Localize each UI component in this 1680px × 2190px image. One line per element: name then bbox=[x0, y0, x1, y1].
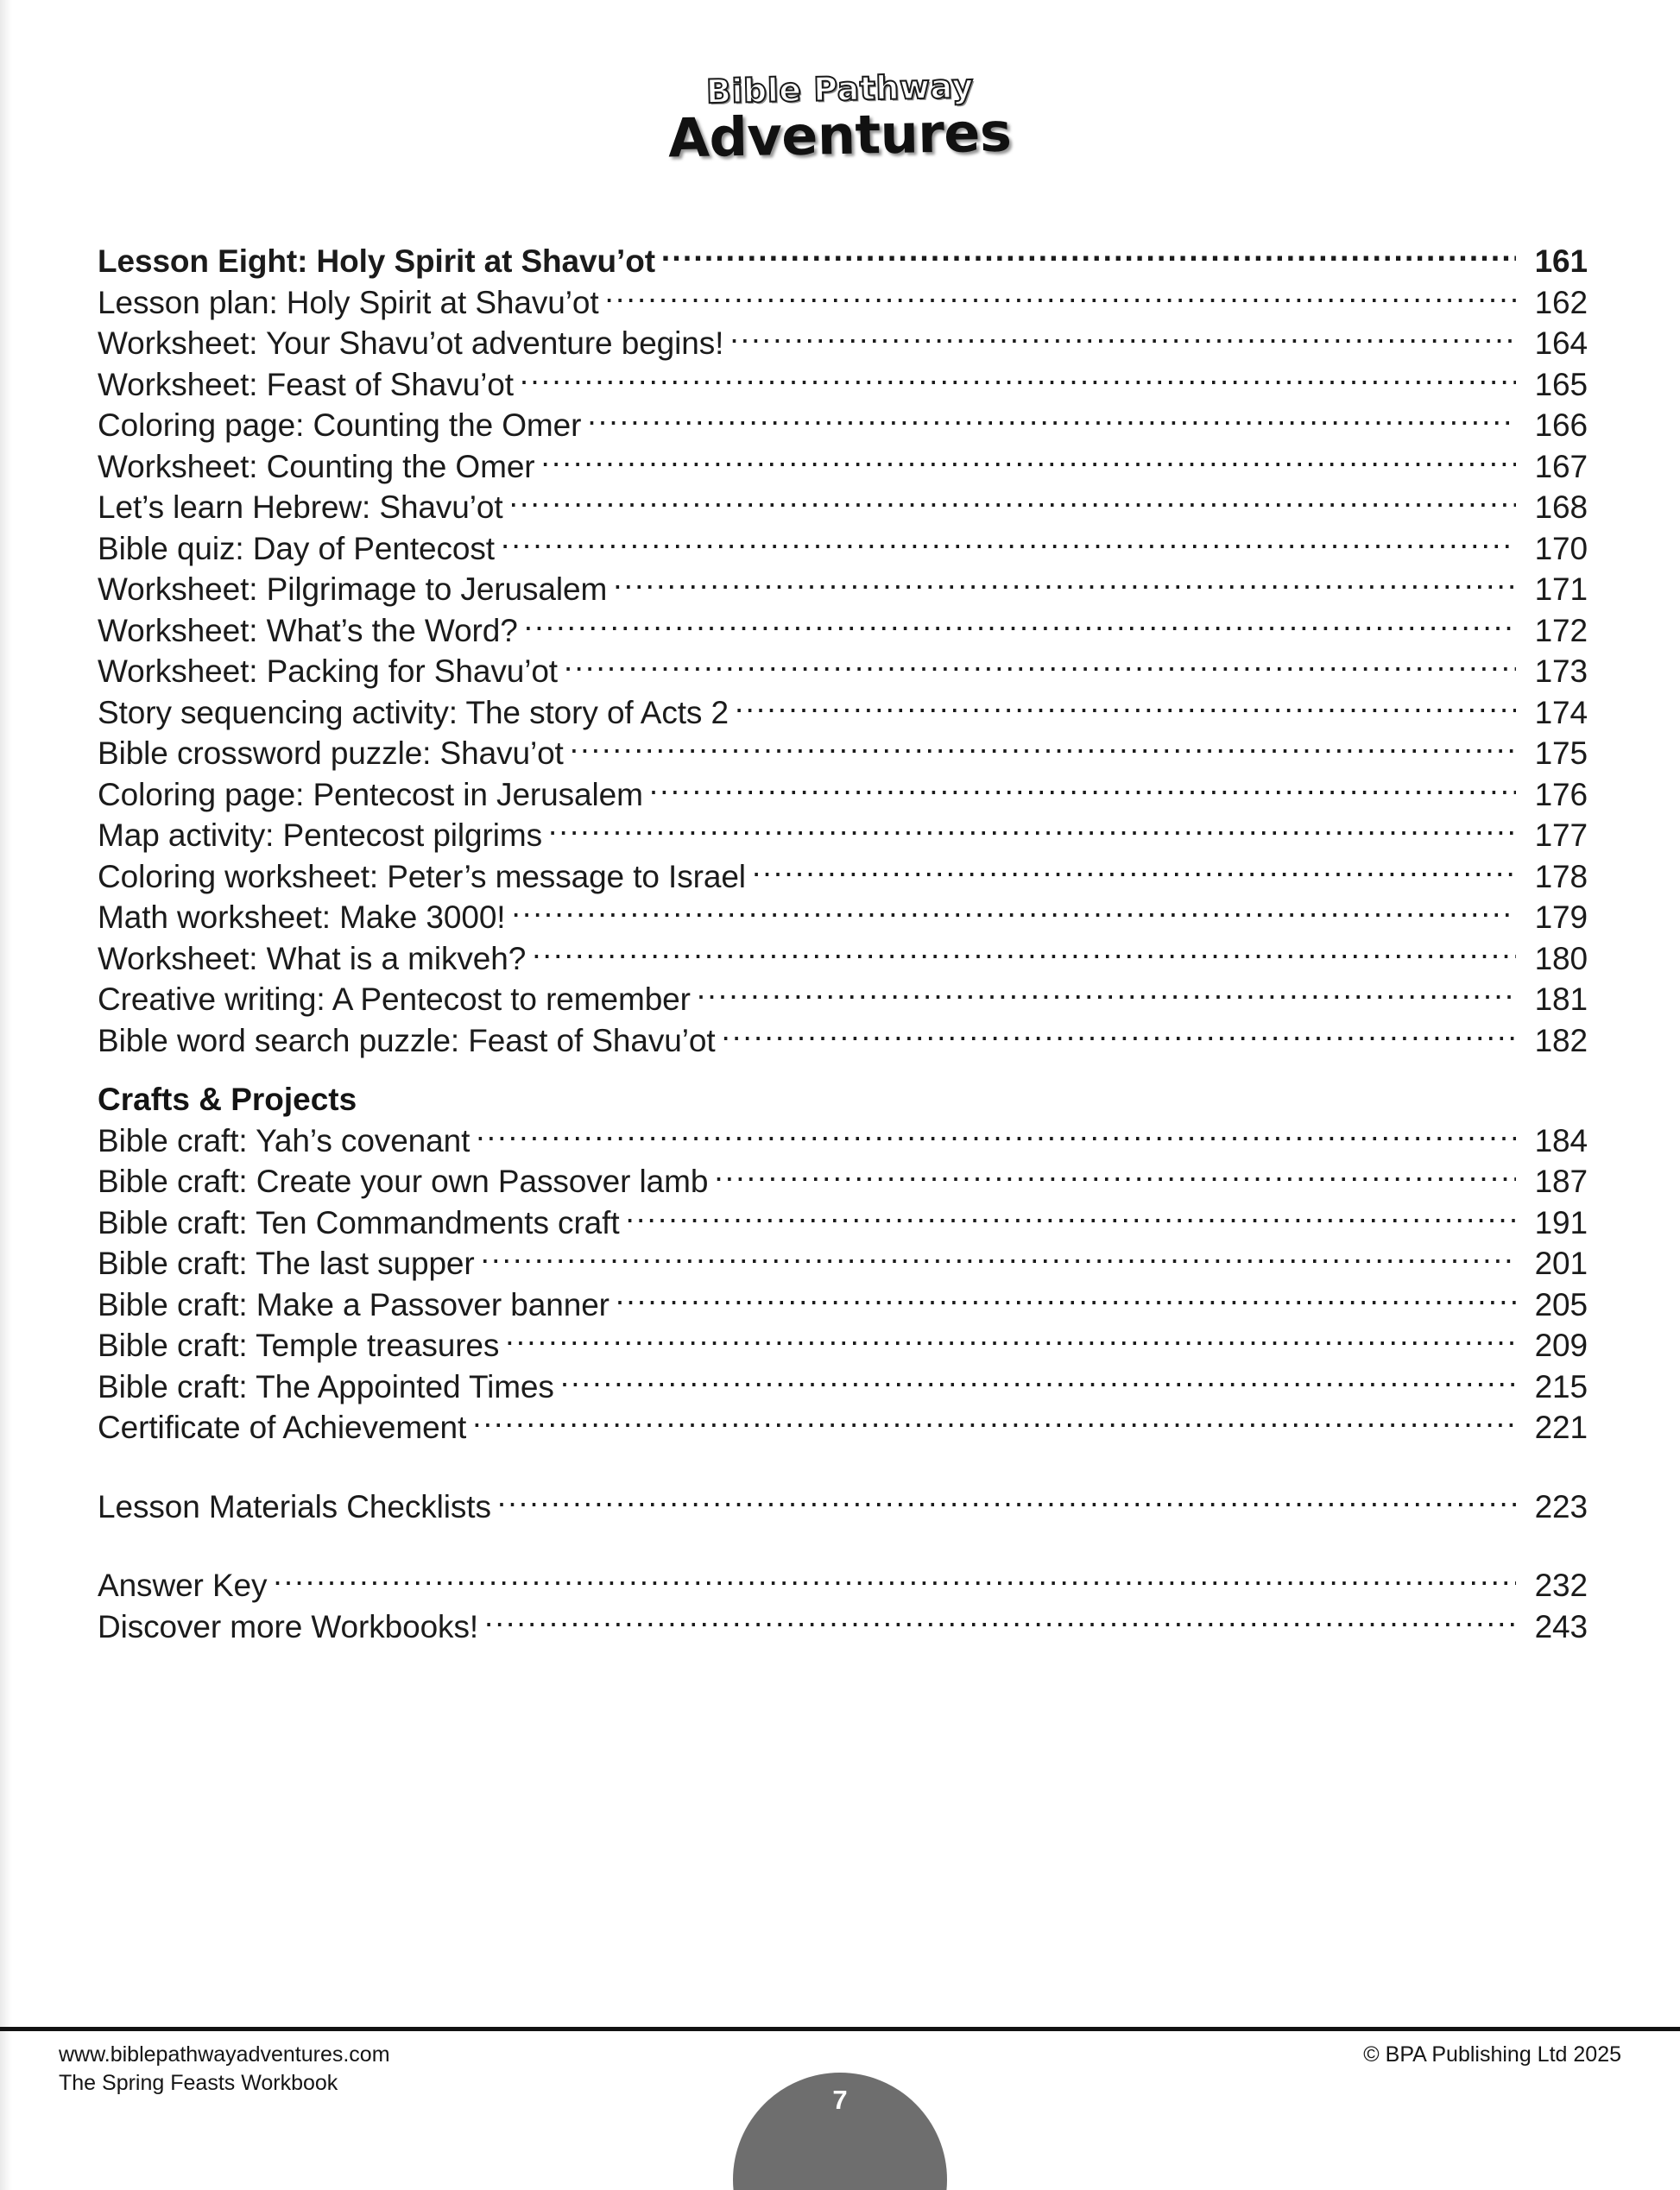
toc-entry-page-number: 201 bbox=[1534, 1246, 1588, 1281]
toc-dot-leader bbox=[722, 1019, 1516, 1051]
footer-left-block bbox=[59, 2041, 390, 2098]
toc-entry-title: Lesson plan: Holy Spirit at Shavu’ot bbox=[98, 284, 599, 320]
toc-entry[interactable] bbox=[98, 1019, 1588, 1061]
toc-entry[interactable] bbox=[98, 281, 1588, 323]
footer-website: www.biblepathwayadventures.com bbox=[59, 2042, 390, 2067]
toc-dot-leader bbox=[273, 1564, 1516, 1596]
toc-entry-page-number: 191 bbox=[1534, 1204, 1588, 1240]
toc-entry[interactable] bbox=[98, 1284, 1588, 1325]
toc-entry-page-number: 166 bbox=[1534, 407, 1588, 443]
toc-entry-title: Worksheet: Counting the Omer bbox=[98, 448, 535, 484]
toc-entry-title: Answer Key bbox=[98, 1568, 268, 1603]
toc-group-spacer bbox=[98, 1526, 1588, 1564]
toc-entry-title: Coloring page: Pentecost in Jerusalem bbox=[98, 776, 643, 812]
toc-dot-leader bbox=[649, 773, 1516, 805]
toc-entry-page-number: 173 bbox=[1534, 653, 1588, 689]
toc-entry-page-number: 171 bbox=[1534, 571, 1588, 607]
toc-entry-page-number: 187 bbox=[1534, 1164, 1588, 1199]
toc-dot-leader bbox=[532, 937, 1516, 969]
toc-dot-leader bbox=[520, 363, 1516, 395]
toc-entry-title: Worksheet: What is a mikveh? bbox=[98, 940, 527, 976]
toc-entry[interactable] bbox=[98, 568, 1588, 609]
toc-entry[interactable] bbox=[98, 1366, 1588, 1407]
toc-entry[interactable] bbox=[98, 609, 1588, 651]
toc-entry-page-number: 167 bbox=[1534, 448, 1588, 484]
toc-entry-title: Worksheet: What’s the Word? bbox=[98, 612, 518, 648]
toc-entry-title: Worksheet: Pilgrimage to Jerusalem bbox=[98, 571, 608, 607]
toc-entry-title: Bible quiz: Day of Pentecost bbox=[98, 530, 495, 566]
toc-entry-title: Bible craft: Make a Passover banner bbox=[98, 1286, 609, 1322]
toc-dot-leader bbox=[570, 732, 1516, 764]
toc-entry-title: Map activity: Pentecost pilgrims bbox=[98, 817, 542, 853]
toc-entry[interactable] bbox=[98, 240, 1588, 281]
toc-dot-leader bbox=[735, 691, 1516, 723]
toc-entry-page-number: 232 bbox=[1534, 1568, 1588, 1603]
brand-logo bbox=[0, 66, 1680, 170]
toc-dot-leader bbox=[501, 527, 1516, 559]
toc-dot-leader bbox=[484, 1606, 1516, 1638]
toc-entry[interactable] bbox=[98, 896, 1588, 937]
toc-group-spacer bbox=[98, 1060, 1588, 1081]
toc-entry-title: Coloring worksheet: Peter’s message to Israel bbox=[98, 858, 746, 894]
toc-entry-page-number: 170 bbox=[1534, 530, 1588, 566]
toc-entry[interactable] bbox=[98, 855, 1588, 897]
toc-entry-title: Bible craft: The Appointed Times bbox=[98, 1368, 554, 1404]
toc-entry-title: Bible craft: Create your own Passover lamb bbox=[98, 1164, 709, 1199]
toc-entry-page-number: 184 bbox=[1534, 1122, 1588, 1158]
toc-entry-title: Bible crossword puzzle: Shavu’ot bbox=[98, 735, 564, 771]
toc-entry-page-number: 165 bbox=[1534, 366, 1588, 402]
toc-entry-page-number: 205 bbox=[1534, 1286, 1588, 1322]
toc-dot-leader bbox=[626, 1202, 1516, 1234]
toc-entry-page-number: 221 bbox=[1534, 1410, 1588, 1445]
toc-entry[interactable] bbox=[98, 1606, 1588, 1647]
toc-entry[interactable] bbox=[98, 691, 1588, 733]
toc-entry[interactable] bbox=[98, 650, 1588, 691]
toc-entry-page-number: 174 bbox=[1534, 694, 1588, 730]
toc-entry-title: Bible craft: Temple treasures bbox=[98, 1328, 500, 1363]
toc-entry[interactable] bbox=[98, 978, 1588, 1019]
toc-entry[interactable] bbox=[98, 1120, 1588, 1161]
toc-dot-leader bbox=[472, 1406, 1516, 1438]
toc-dot-leader bbox=[605, 281, 1516, 313]
toc-entry-title: Bible craft: Yah’s covenant bbox=[98, 1122, 471, 1158]
toc-entry[interactable] bbox=[98, 1564, 1588, 1606]
toc-entry-page-number: 162 bbox=[1534, 284, 1588, 320]
toc-entry-title: Lesson Materials Checklists bbox=[98, 1488, 491, 1524]
toc-entry-page-number: 178 bbox=[1534, 858, 1588, 894]
toc-dot-leader bbox=[616, 1284, 1516, 1316]
logo-line-bible-pathway: Bible Pathway bbox=[705, 66, 975, 111]
toc-entry-page-number: 243 bbox=[1534, 1608, 1588, 1644]
toc-entry[interactable] bbox=[98, 486, 1588, 527]
toc-entry-title: Bible word search puzzle: Feast of Shavu’ot bbox=[98, 1022, 716, 1058]
footer-divider bbox=[0, 2027, 1680, 2031]
toc-entry[interactable] bbox=[98, 773, 1588, 815]
toc-entry-page-number: 168 bbox=[1534, 489, 1588, 525]
toc-entry-page-number: 175 bbox=[1534, 735, 1588, 771]
toc-entry[interactable] bbox=[98, 732, 1588, 773]
toc-entry-page-number: 180 bbox=[1534, 940, 1588, 976]
page-scan-edge bbox=[0, 0, 12, 2190]
toc-entry[interactable] bbox=[98, 445, 1588, 487]
table-of-contents bbox=[98, 240, 1588, 1646]
toc-dot-leader bbox=[697, 978, 1516, 1010]
toc-entry-page-number: 172 bbox=[1534, 612, 1588, 648]
toc-section-heading: Crafts & Projects bbox=[98, 1082, 357, 1117]
toc-dot-leader bbox=[481, 1242, 1516, 1274]
toc-entry-page-number: 182 bbox=[1534, 1022, 1588, 1058]
toc-dot-leader bbox=[729, 322, 1516, 354]
footer-book-title: The Spring Feasts Workbook bbox=[59, 2071, 338, 2095]
toc-entry-title: Story sequencing activity: The story of Acts 2 bbox=[98, 694, 729, 730]
toc-entry-title: Creative writing: A Pentecost to remember bbox=[98, 981, 691, 1017]
toc-entry[interactable] bbox=[98, 937, 1588, 979]
toc-entry-title: Certificate of Achievement bbox=[98, 1410, 467, 1445]
toc-dot-leader bbox=[505, 1324, 1516, 1356]
toc-dot-leader bbox=[476, 1120, 1516, 1152]
toc-entry[interactable] bbox=[98, 404, 1588, 445]
toc-dot-leader bbox=[587, 404, 1516, 436]
toc-entry-title: Discover more Workbooks! bbox=[98, 1608, 479, 1644]
toc-entry[interactable] bbox=[98, 363, 1588, 405]
toc-entry-title: Bible craft: The last supper bbox=[98, 1246, 475, 1281]
toc-group-spacer bbox=[98, 1448, 1588, 1486]
toc-dot-leader bbox=[541, 445, 1516, 477]
toc-entry-page-number: 161 bbox=[1534, 243, 1588, 279]
toc-entry-title: Worksheet: Your Shavu’ot adventure begins! bbox=[98, 325, 724, 361]
toc-entry[interactable] bbox=[98, 814, 1588, 855]
toc-entry-page-number: 179 bbox=[1534, 899, 1588, 935]
toc-dot-leader bbox=[560, 1366, 1516, 1398]
toc-dot-leader bbox=[613, 568, 1516, 600]
toc-dot-leader bbox=[511, 896, 1516, 928]
toc-entry[interactable] bbox=[98, 1202, 1588, 1243]
toc-entry[interactable] bbox=[98, 527, 1588, 569]
footer-copyright: © BPA Publishing Ltd 2025 bbox=[1363, 2042, 1621, 2067]
toc-entry-page-number: 209 bbox=[1534, 1328, 1588, 1363]
toc-entry-title: Bible craft: Ten Commandments craft bbox=[98, 1204, 620, 1240]
toc-entry-page-number: 215 bbox=[1534, 1368, 1588, 1404]
toc-entry[interactable] bbox=[98, 1160, 1588, 1202]
toc-entry-page-number: 181 bbox=[1534, 981, 1588, 1017]
toc-entry-page-number: 177 bbox=[1534, 817, 1588, 853]
toc-entry[interactable] bbox=[98, 322, 1588, 363]
toc-dot-leader bbox=[524, 609, 1516, 641]
toc-entry[interactable] bbox=[98, 1242, 1588, 1284]
toc-entry[interactable] bbox=[98, 1486, 1588, 1527]
toc-entry-title: Let’s learn Hebrew: Shavu’ot bbox=[98, 489, 503, 525]
toc-entry-title: Worksheet: Feast of Shavu’ot bbox=[98, 366, 514, 402]
toc-entry[interactable] bbox=[98, 1406, 1588, 1448]
toc-entry-title: Worksheet: Packing for Shavu’ot bbox=[98, 653, 558, 689]
toc-entry-page-number: 176 bbox=[1534, 776, 1588, 812]
page-number-value: 7 bbox=[832, 2085, 848, 2115]
toc-entry-title: Math worksheet: Make 3000! bbox=[98, 899, 506, 935]
toc-dot-leader bbox=[661, 240, 1516, 272]
logo-line-adventures: Adventures bbox=[667, 100, 1013, 170]
toc-entry-page-number: 164 bbox=[1534, 325, 1588, 361]
page-number-badge bbox=[733, 2073, 947, 2190]
toc-entry[interactable] bbox=[98, 1324, 1588, 1366]
toc-entry-title: Coloring page: Counting the Omer bbox=[98, 407, 582, 443]
toc-dot-leader bbox=[497, 1486, 1516, 1518]
toc-dot-leader bbox=[564, 650, 1516, 682]
toc-entry-title: Lesson Eight: Holy Spirit at Shavu’ot bbox=[98, 243, 655, 279]
toc-dot-leader bbox=[752, 855, 1516, 887]
toc-dot-leader bbox=[714, 1160, 1516, 1192]
toc-dot-leader bbox=[509, 486, 1516, 518]
toc-dot-leader bbox=[548, 814, 1516, 846]
toc-entry-page-number: 223 bbox=[1534, 1488, 1588, 1524]
